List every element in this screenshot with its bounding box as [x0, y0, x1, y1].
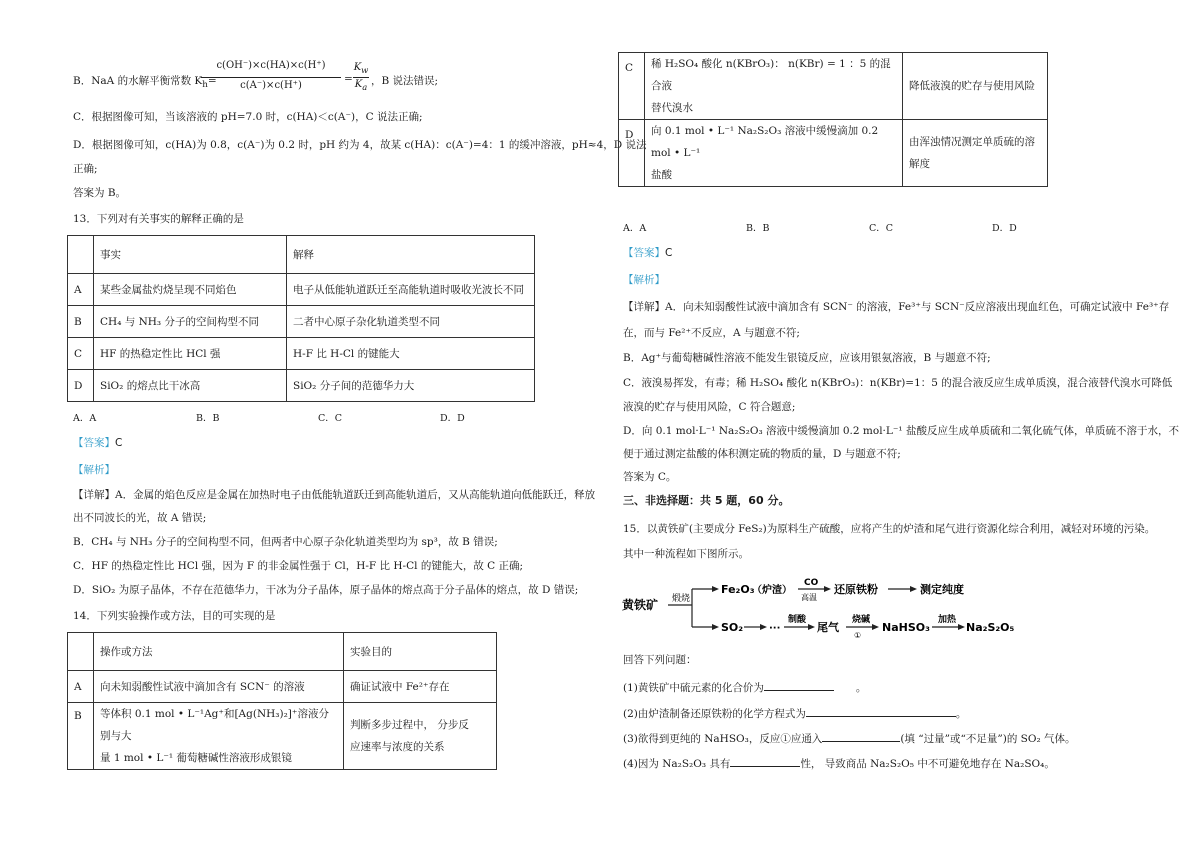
flow-reduced-iron: 还原铁粉: [834, 583, 878, 596]
row-fact: HF 的热稳定性比 HCl 强: [94, 338, 287, 370]
arrowhead-icon: [760, 624, 767, 630]
table-header-row: [68, 236, 535, 274]
flow-purity: 测定纯度: [920, 583, 964, 596]
q15-line-1: 15．以黄铁矿(主要成分 FeS₂)为原料生产硫酸，应将产生的炉渣和尾气进行资源化综合利用，减轻对环境的污染。: [623, 523, 1156, 535]
q13-exp-1: 【详解】A．金属的焰色反应是金属在加热时电子由低能轨道跃迁到高能轨道后，又从高能轨道向低能跃迁，释放: [73, 489, 596, 501]
arrowhead-icon: [712, 586, 719, 592]
b-kw: [353, 62, 369, 76]
table-row: [68, 370, 535, 402]
question-13-table: [67, 235, 535, 402]
q15-sub-1-text: (1)黄铁矿中硫元素的化合价为: [623, 682, 764, 694]
row-fact: SiO₂ 的熔点比干冰高: [94, 370, 287, 402]
question-14-table: [67, 632, 497, 770]
q13-option-b: B．B: [196, 413, 220, 424]
q15-sub-3-end: (填 “过量”或“不足量”)的 SO₂ 气体。: [900, 733, 1076, 745]
table-row: [619, 120, 1048, 187]
flow-co: CO: [804, 578, 819, 588]
q13-option-d: D．D: [440, 413, 465, 424]
flow-na2s2o5: Na₂S₂O₅: [966, 621, 1015, 634]
table-cell: [68, 633, 94, 671]
answer-label: 【答案】: [623, 247, 665, 259]
q13-exp-4: C．HF 的热稳定性比 HCl 强，因为 F 的非金属性强于 Cl，H-F 比 H-Cl 的键能大，故 C 正确;: [73, 560, 524, 572]
q13-analysis-label: 【解析】: [73, 464, 115, 476]
arrowhead-icon: [958, 624, 965, 630]
flow-dots: ···: [769, 623, 781, 634]
fraction-bar-2: [353, 77, 369, 78]
row-operation-line: 替代溴水: [651, 102, 693, 114]
row-purpose-line: 由浑浊情况测定单质硫的溶: [909, 136, 1035, 148]
q15-sub-4-end: 性， 导致商品 Na₂S₂O₅ 中不可避免地存在 Na₂SO₄。: [800, 758, 1055, 770]
q14-option-a: A．A: [623, 223, 647, 234]
ka-letter: K: [354, 79, 363, 90]
arrowhead-icon: [712, 624, 719, 630]
row-purpose: [903, 120, 1048, 187]
row-operation: [645, 53, 903, 120]
q14-exp-7: 便于通过测定盐酸的体积测定硫的物质的量，D 与题意不符;: [623, 448, 901, 460]
answer-label: 【答案】: [73, 437, 115, 449]
row-explanation: H-F 比 H-Cl 的键能大: [287, 338, 535, 370]
b-denominator: c(A⁻)×c(H⁺): [240, 80, 302, 91]
b-eq2: =: [344, 73, 353, 85]
process-flow-diagram: [620, 575, 1040, 645]
fraction-bar: [201, 77, 341, 78]
option-c-explanation: C．根据图像可知，当该溶液的 pH=7.0 时，c(HA)＜c(A⁻)，C 说法正确;: [73, 111, 423, 123]
table-row: [68, 274, 535, 306]
b-prefix: B．NaA 的水解平衡常数 K: [73, 75, 203, 87]
flow-tail: 尾气: [817, 621, 839, 634]
q13-exp-5: D．SiO₂ 为原子晶体，不存在范德华力，干冰为分子晶体，原子晶体的熔点高于分子晶体的熔点，故 D 错误;: [73, 584, 579, 596]
q14-exp-6: D．向 0.1 mol·L⁻¹ Na₂S₂O₃ 溶液中缓慢滴加 0.2 mol·L⁻¹ 盐酸反应生成单质硫和二氧化硫气体，单质硫不溶于水，不: [623, 425, 1179, 437]
question-13-title: 13．下列对有关事实的解释正确的是: [73, 213, 244, 225]
row-operation-line: 等体积 0.1 mol • L⁻¹Ag⁺和[Ag(NH₃)₂]⁺溶液分别与大: [100, 708, 329, 742]
answer-blank[interactable]: [806, 706, 956, 717]
answer-blank[interactable]: [764, 680, 834, 691]
q13-exp-2: 出不同波长的光，故 A 错误;: [73, 512, 207, 524]
row-fact: 某些金属盐灼烧呈现不同焰色: [94, 274, 287, 306]
row-purpose-line: 应速率与浓度的关系: [350, 741, 445, 753]
flow-calcine: 煅烧: [672, 594, 691, 604]
flow-hightemp: 高温: [801, 593, 817, 602]
table-row: [68, 306, 535, 338]
arrowhead-icon: [824, 586, 831, 592]
q13-option-a: A．A: [73, 413, 97, 424]
row-operation-line: 盐酸: [651, 169, 672, 181]
question-14-title: 14．下列实验操作或方法，目的可实现的是: [73, 610, 276, 622]
q15-sub-3: [623, 731, 1076, 746]
row-operation-line: 量 1 mol • L⁻¹ 葡萄糖碱性溶液形成银镜: [100, 752, 292, 764]
row-purpose: 确证试液中 Fe²⁺存在: [344, 671, 497, 703]
table-row: [68, 671, 497, 703]
table-row: [68, 703, 497, 770]
row-key: A: [68, 671, 94, 703]
answer-blank[interactable]: [730, 756, 800, 767]
q14-exp-5: 液溴的贮存与使用风险，C 符合题意;: [623, 401, 796, 413]
header-explanation: 解释: [287, 236, 535, 274]
q13-exp-3: B．CH₄ 与 NH₃ 分子的空间构型不同，但两者中心原子杂化轨道类型均为 sp³，故 B 错误;: [73, 536, 498, 548]
row-purpose: 降低液溴的贮存与使用风险: [903, 53, 1048, 120]
row-key: A: [68, 274, 94, 306]
table-cell: [68, 236, 94, 274]
q15-sub-2-end: 。: [955, 708, 967, 720]
option-d-explanation-1: D．根据图像可知，c(HA)为 0.8，c(A⁻)为 0.2 时，pH 约为 4，故某 c(HA)：c(A⁻)=4：1 的缓冲溶液，pH≈4，D 说法: [73, 139, 647, 151]
answer-value: C: [665, 247, 673, 259]
row-purpose-line: 判断多步过程中， 分步反: [350, 719, 469, 731]
row-explanation: 二者中心原子杂化轨道类型不同: [287, 306, 535, 338]
row-key: B: [68, 703, 94, 770]
q14-exp-8: 答案为 C。: [623, 471, 677, 483]
flow-slag: （炉渣）: [752, 585, 792, 596]
b-suffix: ，B 说法错误;: [371, 75, 439, 87]
q15-sub-1: [623, 680, 866, 695]
answer-12: 答案为 B。: [73, 187, 127, 199]
q15-sub-3-text: (3)欲得到更纯的 NaHSO₃，反应①应通入: [623, 733, 823, 745]
row-purpose: [344, 703, 497, 770]
q15-line-2: 其中一种流程如下图所示。: [623, 548, 749, 560]
q13-option-c: C．C: [318, 413, 343, 424]
arrowhead-icon: [872, 624, 879, 630]
q14-analysis-label: 【解析】: [623, 274, 665, 286]
table-row: [619, 53, 1048, 120]
q14-exp-2: 在，而与 Fe²⁺不反应，A 与题意不符;: [623, 327, 800, 339]
question-14-table-continued: [618, 52, 1048, 187]
b-ka: [353, 79, 369, 93]
flow-so2: SO₂: [721, 621, 744, 634]
q15-sub-4: [623, 756, 1055, 771]
row-explanation: 电子从低能轨道跃迁至高能轨道时吸收光波长不同: [287, 274, 535, 306]
q14-option-b: B．B: [746, 223, 770, 234]
row-operation: [94, 703, 344, 770]
q13-answer: [73, 436, 122, 450]
row-operation: [645, 120, 903, 187]
answer-value: C: [115, 437, 123, 449]
flow-step1: ①: [854, 631, 862, 640]
flow-nahso3: NaHSO₃: [882, 621, 930, 634]
row-operation-line: 向 0.1 mol • L⁻¹ Na₂S₂O₃ 溶液中缓慢滴加 0.2 mol • L⁻¹: [651, 125, 879, 159]
q15-sub-1-end: 。: [855, 682, 867, 694]
flow-ore: 黄铁矿: [622, 598, 659, 612]
option-b-explanation: [73, 73, 217, 90]
q14-exp-4: C．液溴易挥发，有毒；稀 H₂SO₄ 酸化 n(KBrO₃)：n(KBr)=1：5 的混合液反应生成单质溴，混合液替代溴水可降低: [623, 377, 1173, 389]
kw-sub: w: [361, 65, 369, 75]
q14-option-d: D．D: [992, 223, 1017, 234]
answer-blank[interactable]: [822, 731, 900, 742]
table-row: [68, 338, 535, 370]
q15-sub-2: [623, 706, 966, 721]
row-key: D: [619, 120, 645, 187]
option-d-explanation-2: 正确;: [73, 163, 98, 175]
row-operation-line: 稀 H₂SO₄ 酸化 n(KBrO₃)： n(KBr) = 1 ：5 的混合液: [651, 58, 891, 92]
row-purpose-line: 解度: [909, 158, 930, 170]
arrowhead-icon: [808, 624, 815, 630]
header-purpose: 实验目的: [344, 633, 497, 671]
b-eq: =: [207, 75, 217, 87]
flow-fe2o3: Fe₂O₃: [721, 583, 755, 596]
flow-alkali: 烧碱: [852, 615, 871, 625]
q15-answer-intro: 回答下列问题：: [623, 654, 697, 666]
row-key: C: [619, 53, 645, 120]
q14-answer: [623, 246, 672, 260]
flow-heat: 加热: [938, 615, 957, 625]
q14-exp-1: 【详解】A．向未知弱酸性试液中滴加含有 SCN⁻ 的溶液，Fe³⁺与 SCN⁻反应溶液出现血红色，可确定试液中 Fe³⁺存: [623, 301, 1170, 313]
ka-sub: a: [362, 82, 368, 92]
q14-exp-3: B．Ag⁺与葡萄糖碱性溶液不能发生银镜反应，应该用银氨溶液，B 与题意不符;: [623, 352, 991, 364]
row-key: D: [68, 370, 94, 402]
flow-acid: 制酸: [788, 615, 807, 625]
arrowhead-icon: [910, 586, 917, 592]
row-key: C: [68, 338, 94, 370]
row-fact: CH₄ 与 NH₃ 分子的空间构型不同: [94, 306, 287, 338]
q14-option-c: C．C: [869, 223, 894, 234]
q15-sub-4-text: (4)因为 Na₂S₂O₃ 具有: [623, 758, 731, 770]
b-sub: h: [202, 80, 208, 91]
q15-sub-2-text: (2)由炉渣制备还原铁粉的化学方程式为: [623, 708, 806, 720]
header-fact: 事实: [94, 236, 287, 274]
section-3-heading: 三、非选择题：共 5 题，60 分。: [623, 494, 790, 507]
b-numerator: c(OH⁻)×c(HA)×c(H⁺): [216, 60, 326, 71]
kw-letter: K: [353, 62, 362, 73]
header-operation: 操作或方法: [94, 633, 344, 671]
row-explanation: SiO₂ 分子间的范德华力大: [287, 370, 535, 402]
row-key: B: [68, 306, 94, 338]
row-operation: 向未知弱酸性试液中滴加含有 SCN⁻ 的溶液: [94, 671, 344, 703]
table-header-row: [68, 633, 497, 671]
